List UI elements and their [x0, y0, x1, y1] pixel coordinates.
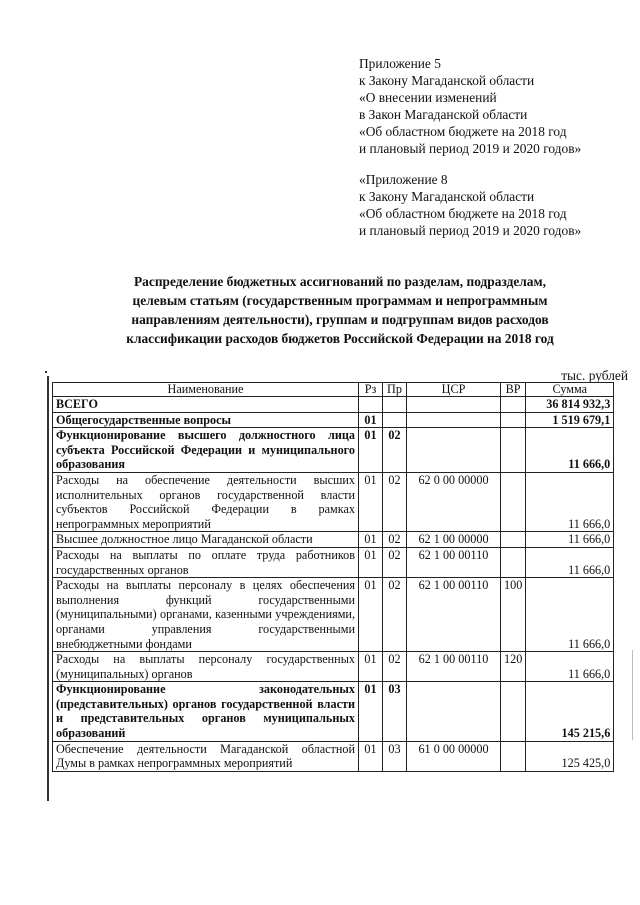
- cell-rz: 01: [359, 578, 383, 652]
- cell-rz: 01: [359, 741, 383, 771]
- budget-table: [52, 382, 614, 772]
- cell-csr: 62 1 00 00110: [407, 652, 501, 682]
- appendix-line: и плановый период 2019 и 2020 годов»: [359, 141, 582, 156]
- cell-sum: 1 519 679,1: [526, 412, 614, 428]
- cell-rz: 01: [359, 472, 383, 531]
- cell-vr: [501, 397, 526, 413]
- appendix-header: [359, 55, 629, 239]
- cell-sum: 11 666,0: [526, 578, 614, 652]
- cell-sum: 11 666,0: [526, 428, 614, 473]
- cell-sum: 125 425,0: [526, 741, 614, 771]
- appendix-line: к Закону Магаданской области: [359, 189, 535, 204]
- cell-vr: [501, 741, 526, 771]
- cell-sum: 11 666,0: [526, 532, 614, 548]
- table-row: [53, 682, 614, 741]
- cell-pr: 03: [383, 682, 407, 741]
- cell-rz: 01: [359, 412, 383, 428]
- cell-csr: [407, 397, 501, 413]
- cell-vr: [501, 428, 526, 473]
- table-row: [53, 472, 614, 531]
- cell-sum: 36 814 932,3: [526, 397, 614, 413]
- table-row: [53, 652, 614, 682]
- header-name: Наименование: [53, 383, 359, 397]
- cell-vr: [501, 412, 526, 428]
- cell-name: Общегосударственные вопросы: [53, 412, 359, 428]
- cell-sum: 11 666,0: [526, 652, 614, 682]
- cell-rz: 01: [359, 532, 383, 548]
- cell-name: Расходы на выплаты персоналу в целях обеспечения выполнения функций государственными (муниципальными) органами, казенными учреждениями, органами управления государственными внебюджетными фондами: [53, 578, 359, 652]
- appendix-line: «О внесении изменений: [359, 90, 497, 105]
- cell-rz: 01: [359, 652, 383, 682]
- cell-name: Расходы на обеспечение деятельности высших исполнительных органов государственной власти субъектов Российской Федерации в рамках непрограммных мероприятий: [53, 472, 359, 531]
- cell-rz: 01: [359, 547, 383, 577]
- cell-pr: 03: [383, 741, 407, 771]
- cell-csr: 62 1 00 00000: [407, 532, 501, 548]
- appendix-line: и плановый период 2019 и 2020 годов»: [359, 223, 582, 238]
- cell-vr: [501, 532, 526, 548]
- header-vr: ВР: [501, 383, 526, 397]
- cell-vr: 100: [501, 578, 526, 652]
- title-line: направлениям деятельности), группам и подгруппам видов расходов: [131, 312, 549, 327]
- header-sum: Сумма: [526, 383, 614, 397]
- cell-name: Функционирование законодательных (представительных) органов государственной власти и представительных органов муниципальных образований: [53, 682, 359, 741]
- table-row: [53, 532, 614, 548]
- appendix-line: «Приложение 8: [359, 172, 448, 187]
- title-line: Распределение бюджетных ассигнований по разделам, подразделам,: [134, 274, 546, 289]
- document-title: [80, 272, 600, 348]
- cell-rz: 01: [359, 428, 383, 473]
- cell-pr: 02: [383, 472, 407, 531]
- appendix-line: в Закон Магаданской области: [359, 107, 528, 122]
- cell-name: Расходы на выплаты персоналу государственных (муниципальных) органов: [53, 652, 359, 682]
- scan-left-edge: [47, 376, 49, 801]
- cell-name: Обеспечение деятельности Магаданской областной Думы в рамках непрограммных мероприятий: [53, 741, 359, 771]
- table-row: [53, 428, 614, 473]
- table-row: [53, 397, 614, 413]
- cell-vr: [501, 682, 526, 741]
- cell-vr: [501, 472, 526, 531]
- cell-sum: 11 666,0: [526, 547, 614, 577]
- cell-csr: 62 1 00 00110: [407, 578, 501, 652]
- table-row: [53, 412, 614, 428]
- cell-csr: 62 1 00 00110: [407, 547, 501, 577]
- scan-mark: [45, 371, 47, 373]
- appendix-line: «Об областном бюджете на 2018 год: [359, 124, 567, 139]
- cell-pr: 02: [383, 428, 407, 473]
- cell-name: ВСЕГО: [53, 397, 359, 413]
- cell-csr: 62 0 00 00000: [407, 472, 501, 531]
- header-csr: ЦСР: [407, 383, 501, 397]
- cell-name: Функционирование высшего должностного лица субъекта Российской Федерации и муниципального образования: [53, 428, 359, 473]
- cell-pr: 02: [383, 547, 407, 577]
- cell-rz: [359, 397, 383, 413]
- appendix-line: «Об областном бюджете на 2018 год: [359, 206, 567, 221]
- appendix-spacer: [359, 157, 629, 171]
- cell-pr: [383, 397, 407, 413]
- cell-csr: [407, 412, 501, 428]
- title-line: целевым статьям (государственным программам и непрограммным: [132, 293, 548, 308]
- appendix-line: к Закону Магаданской области: [359, 73, 535, 88]
- cell-rz: 01: [359, 682, 383, 741]
- cell-vr: 120: [501, 652, 526, 682]
- cell-csr: 61 0 00 00000: [407, 741, 501, 771]
- cell-csr: [407, 682, 501, 741]
- header-pr: Пр: [383, 383, 407, 397]
- appendix-line: Приложение 5: [359, 56, 441, 71]
- header-rz: Рз: [359, 383, 383, 397]
- units-label: тыс. рублей: [561, 368, 628, 383]
- cell-pr: 02: [383, 578, 407, 652]
- cell-name: Высшее должностное лицо Магаданской области: [53, 532, 359, 548]
- table-row: [53, 741, 614, 771]
- scan-right-mark: [632, 650, 633, 740]
- table-row: [53, 547, 614, 577]
- cell-csr: [407, 428, 501, 473]
- cell-vr: [501, 547, 526, 577]
- cell-sum: 145 215,6: [526, 682, 614, 741]
- title-line: классификации расходов бюджетов Российской Федерации на 2018 год: [126, 331, 554, 346]
- cell-pr: [383, 412, 407, 428]
- cell-sum: 11 666,0: [526, 472, 614, 531]
- cell-name: Расходы на выплаты по оплате труда работников государственных органов: [53, 547, 359, 577]
- table-row: [53, 578, 614, 652]
- cell-pr: 02: [383, 652, 407, 682]
- cell-pr: 02: [383, 532, 407, 548]
- table-header-row: [53, 383, 614, 397]
